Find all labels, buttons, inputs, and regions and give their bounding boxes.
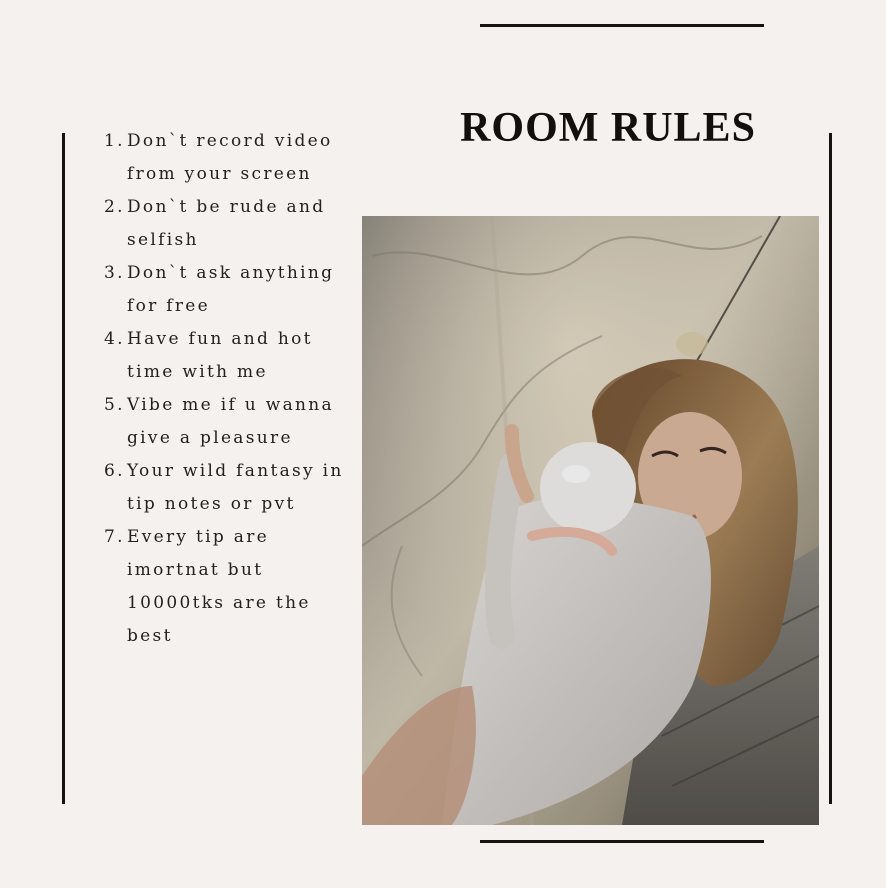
rule-item (104, 257, 344, 323)
rule-item (104, 191, 344, 257)
left-border-line (62, 133, 65, 804)
rule-number: 4. (104, 329, 125, 349)
rules-list (104, 125, 344, 653)
right-border-line (829, 133, 832, 804)
rule-text: Vibe me if u wanna give a pleasure (127, 395, 334, 448)
rule-number: 2. (104, 197, 125, 217)
rule-text: Don`t be rude and selfish (127, 197, 326, 250)
rule-text: Have fun and hot time with me (127, 329, 313, 382)
top-divider-line (480, 24, 764, 27)
photo-illustration (362, 216, 819, 825)
rule-number: 5. (104, 395, 125, 415)
rule-item (104, 125, 344, 191)
profile-photo (362, 216, 819, 825)
rule-text: Don`t ask anything for free (127, 263, 335, 316)
page-title: ROOM RULES (460, 105, 756, 152)
rule-number: 7. (104, 527, 125, 547)
rule-item (104, 455, 344, 521)
rule-text: Your wild fantasy in tip notes or pvt (127, 461, 344, 514)
rule-number: 3. (104, 263, 125, 283)
rule-item (104, 323, 344, 389)
rule-text: Don`t record video from your screen (127, 131, 333, 184)
rule-number: 1. (104, 131, 125, 151)
rule-text: Every tip are imortnat but 10000tks are the best (127, 527, 311, 646)
bottom-divider-line (480, 840, 764, 843)
rule-number: 6. (104, 461, 125, 481)
rule-item (104, 521, 344, 653)
rule-item (104, 389, 344, 455)
